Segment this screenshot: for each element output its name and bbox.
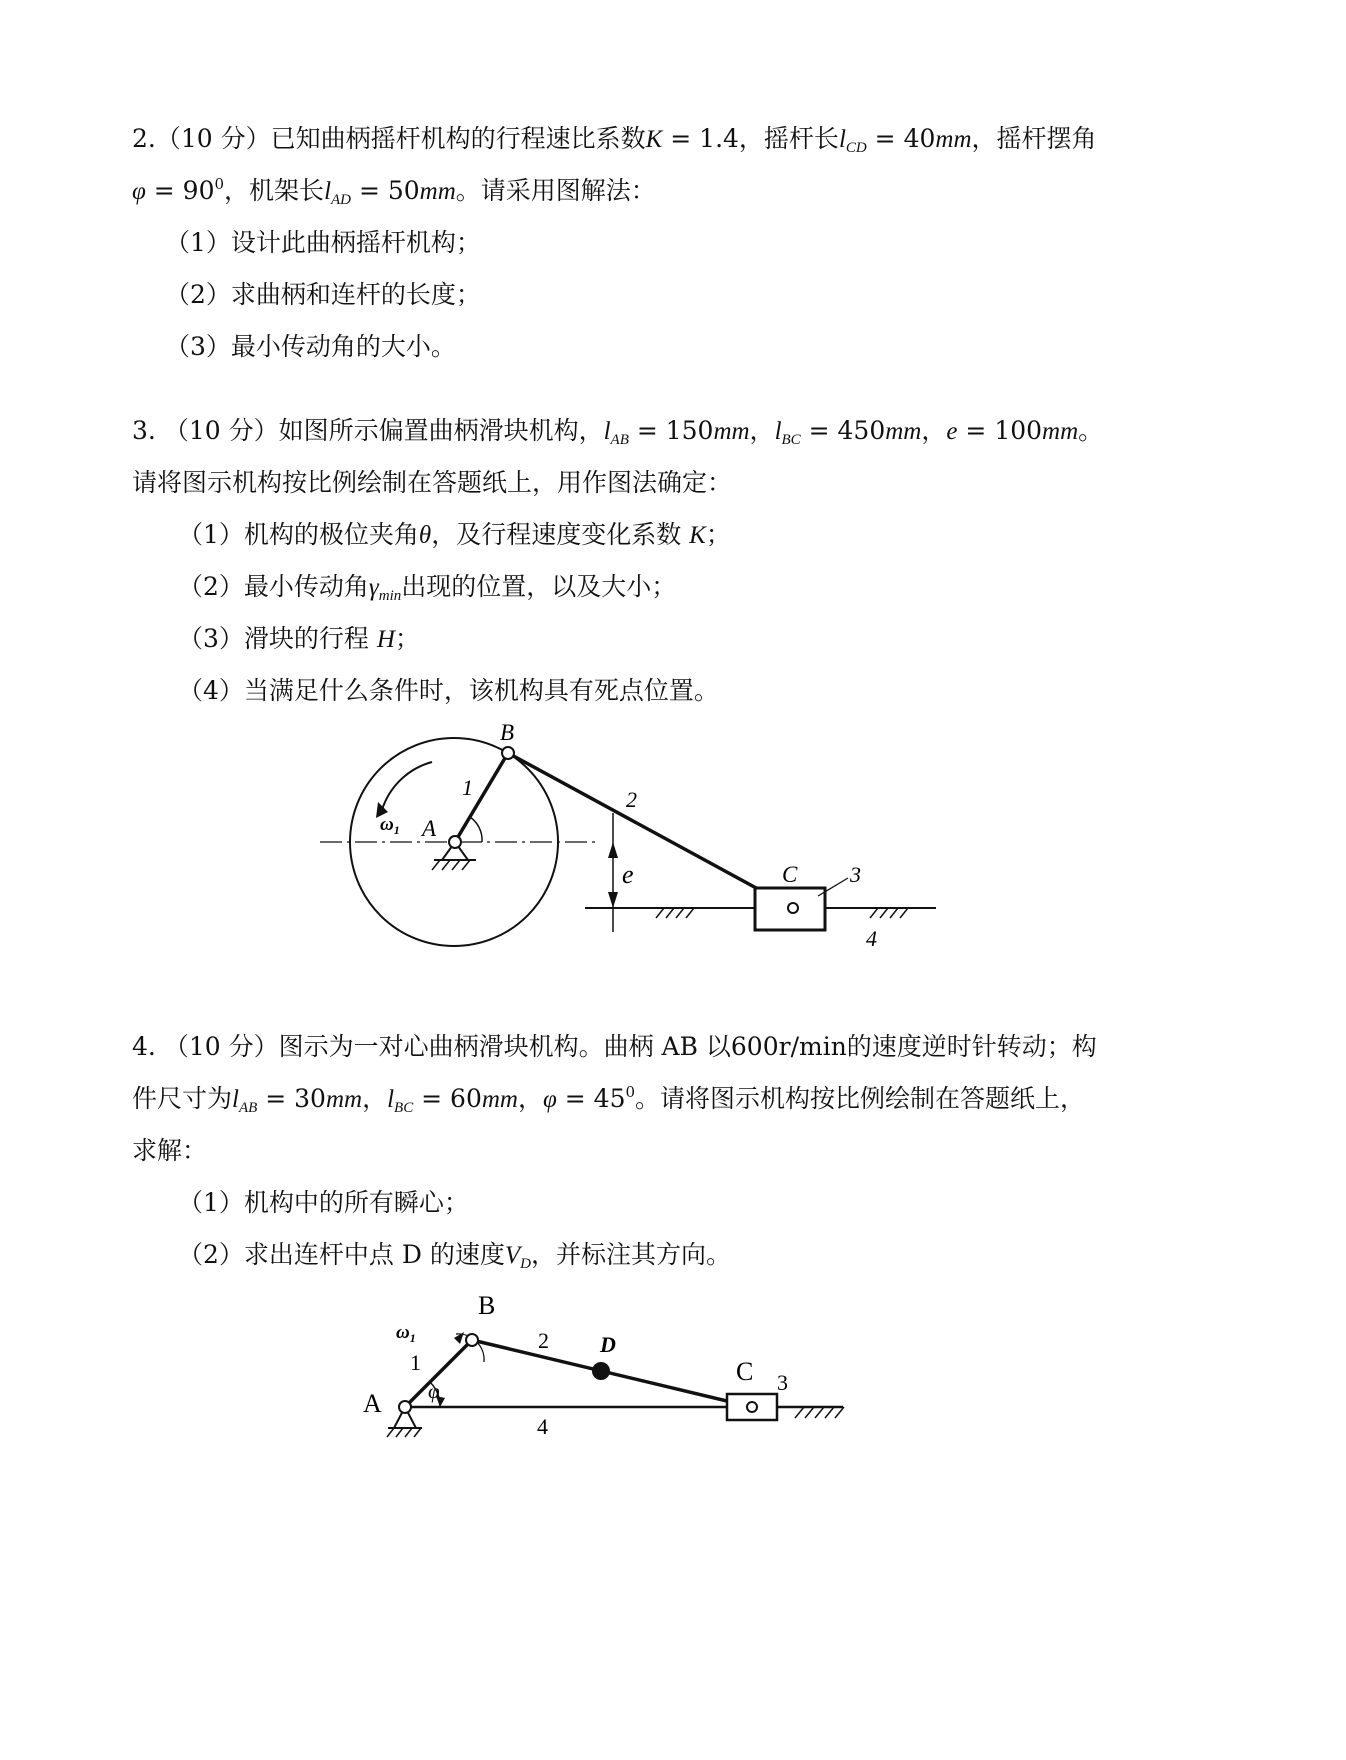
- e-arrow-down: [608, 892, 618, 908]
- q3-item-4: （4）当满足什么条件时，该机构具有死点位置。: [178, 676, 719, 705]
- q4-sub-d: D: [520, 1256, 531, 1272]
- q2-item-3: （3）最小传动角的大小。: [165, 332, 456, 361]
- q3-text: 出现的位置，以及大小；: [401, 572, 677, 601]
- q4-line-1: [132, 1030, 1097, 1064]
- q3-var-theta: θ: [418, 522, 432, 549]
- q3-sub-bc: BC: [781, 432, 801, 448]
- q4-score: （10 分）: [163, 1032, 279, 1061]
- q2-text: = 90: [145, 176, 215, 205]
- q3-text: （2）最小传动角: [178, 572, 369, 601]
- label-b: B: [500, 720, 515, 745]
- point-d: [592, 1362, 610, 1380]
- label-1: 1: [410, 1350, 421, 1375]
- q2-line-1: [132, 122, 1097, 157]
- q2-sub-ad: AD: [331, 192, 352, 208]
- q4-text: 图示为一对心曲柄滑块机构。曲柄 AB 以600r/min的速度逆时针转动；构: [278, 1032, 1097, 1061]
- q4-unit: mm: [325, 1086, 363, 1113]
- q3-mechanism-figure: [300, 718, 960, 968]
- q4-line-2: [132, 1082, 1085, 1117]
- q3-sub-ab: AB: [610, 432, 629, 448]
- q4-var-phi: φ: [542, 1086, 557, 1113]
- guide-hatch-2: [870, 908, 908, 918]
- q2-text: ，摇杆摆角: [971, 124, 1097, 153]
- q2-item-1: （1）设计此曲柄摇杆机构；: [165, 228, 481, 257]
- q3-var-h: H: [376, 626, 395, 653]
- q3-item-3: [178, 622, 420, 657]
- rotation-arrow: [382, 762, 432, 810]
- q3-text: = 450: [800, 416, 886, 445]
- joint-b: [502, 747, 514, 759]
- q2-unit: mm: [935, 126, 972, 153]
- joint-b: [466, 1334, 478, 1346]
- label-a: A: [422, 816, 437, 841]
- q3-text: = 100: [957, 416, 1043, 445]
- q3-var-l: l: [774, 418, 782, 445]
- q2-var-phi: φ: [132, 178, 146, 205]
- q2-unit: mm: [419, 178, 456, 205]
- q3-item-1: [178, 518, 731, 553]
- label-c: C: [782, 862, 798, 887]
- frame-hatch: [795, 1407, 844, 1418]
- q4-mechanism-figure: [350, 1288, 870, 1458]
- q3-sub-min: min: [378, 588, 402, 604]
- q3-line-1: [132, 414, 1103, 449]
- omega-label: $\omega_1$: [380, 814, 400, 837]
- q4-number: 4.: [132, 1032, 156, 1061]
- q4-sub-ab: AB: [238, 1100, 258, 1116]
- q3-text: ；: [394, 624, 420, 653]
- q2-sub-cd: CD: [845, 140, 867, 156]
- q3-text: 。: [1078, 416, 1104, 445]
- q2-text: = 50: [351, 176, 420, 205]
- joint-c: [788, 903, 798, 913]
- q4-text: 。请将图示机构按比例绘制在答题纸上，: [635, 1084, 1086, 1113]
- q3-text: ；: [705, 520, 731, 549]
- q3-text: （1）机构的极位夹角: [178, 520, 419, 549]
- q4-line-3: 求解：: [132, 1136, 208, 1165]
- q3-var-k: K: [689, 522, 706, 549]
- q3-text: 如图所示偏置曲柄滑块机构，: [278, 416, 604, 445]
- label-a: A: [363, 1389, 382, 1418]
- label-e: e: [622, 860, 634, 889]
- q2-text: = 40: [866, 124, 936, 153]
- omega-label: $\omega_1$: [396, 1322, 416, 1345]
- q4-var-l: l: [232, 1086, 239, 1113]
- q3-item-2: [178, 570, 676, 605]
- ground-a-hatch: [387, 1428, 421, 1437]
- q3-text: ，: [749, 416, 775, 445]
- q3-text: = 150: [628, 416, 714, 445]
- q4-text: （2）求出连杆中点 D 的速度: [178, 1240, 505, 1269]
- q2-sup: 0: [214, 175, 225, 193]
- label-3: 3: [850, 862, 861, 887]
- q3-unit: mm: [713, 418, 750, 445]
- q4-sub-bc: BC: [394, 1100, 414, 1116]
- label-d: D: [600, 1332, 616, 1357]
- e-arrow-up: [608, 842, 618, 858]
- label-b: B: [478, 1291, 496, 1320]
- q2-text: 已知曲柄摇杆机构的行程速比系数: [270, 124, 646, 153]
- q4-text: ，并标注其方向。: [530, 1240, 731, 1269]
- q3-text: ，及行程速度变化系数: [431, 520, 690, 549]
- label-phi: φ: [428, 1379, 440, 1403]
- label-2: 2: [538, 1328, 549, 1353]
- q2-item-2: （2）求曲柄和连杆的长度；: [165, 280, 481, 309]
- q4-unit: mm: [481, 1086, 518, 1113]
- q2-text: = 1.4，摇杆长: [662, 124, 839, 153]
- q3-var-l: l: [603, 418, 611, 445]
- angle-arc-a: [470, 817, 482, 842]
- q3-score: （10 分）: [163, 416, 279, 445]
- q3-var-gamma: γ: [368, 574, 379, 601]
- q2-number: 2.: [132, 124, 156, 153]
- q2-text: ，机架长: [224, 176, 325, 205]
- link-2: [508, 753, 793, 908]
- label-3: 3: [777, 1370, 788, 1395]
- q4-text: = 30: [257, 1084, 326, 1113]
- q4-item-1: （1）机构中的所有瞬心；: [178, 1188, 469, 1217]
- q2-var-l: l: [324, 178, 332, 205]
- q3-unit: mm: [1042, 418, 1079, 445]
- q2-score: （10 分）: [155, 124, 271, 153]
- q3-number: 3.: [132, 416, 156, 445]
- q3-unit: mm: [885, 418, 922, 445]
- q4-var-v: V: [504, 1242, 521, 1269]
- joint-a: [399, 1401, 411, 1413]
- q4-text: = 60: [413, 1084, 482, 1113]
- joint-a: [449, 836, 461, 848]
- q3-line-2: 请将图示机构按比例绘制在答题纸上，用作图法确定：: [132, 468, 733, 497]
- q3-text: （3）滑块的行程: [178, 624, 377, 653]
- q4-text: ，: [362, 1084, 388, 1113]
- q4-var-l: l: [387, 1086, 395, 1113]
- q2-text: 。请采用图解法：: [455, 176, 656, 205]
- label-4: 4: [866, 926, 877, 951]
- ground-a-hatch: [432, 860, 470, 870]
- joint-c: [747, 1402, 757, 1412]
- label-c: C: [736, 1357, 754, 1386]
- q2-var-k: K: [645, 126, 663, 153]
- q2-line-2: [132, 174, 656, 209]
- q4-text: 件尺寸为: [132, 1084, 233, 1113]
- label-4: 4: [537, 1414, 548, 1439]
- q4-sup: 0: [625, 1083, 636, 1101]
- q4-item-2: [178, 1238, 731, 1273]
- label-1: 1: [462, 775, 473, 800]
- label-2: 2: [626, 787, 637, 812]
- q4-text: = 45: [556, 1084, 626, 1113]
- q3-var-e: e: [946, 418, 958, 445]
- q2-var-l: l: [838, 126, 846, 153]
- q3-text: ，: [921, 416, 947, 445]
- guide-hatch-1: [656, 908, 694, 918]
- q4-text: ，: [517, 1084, 543, 1113]
